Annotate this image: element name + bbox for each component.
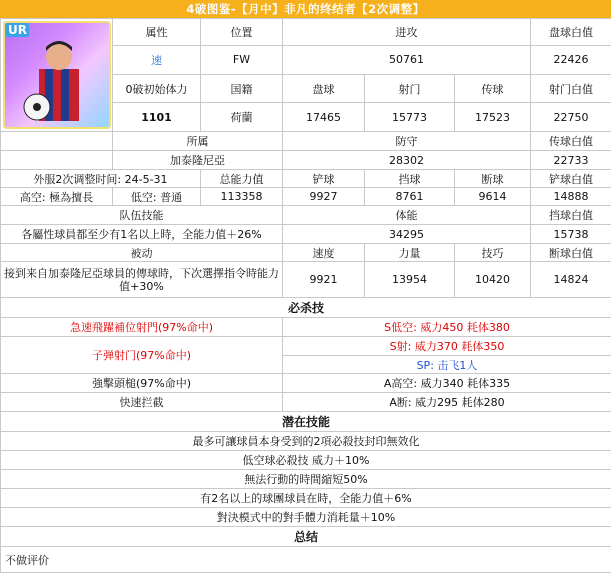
team-skill-label: 队伍技能 (1, 206, 283, 225)
potential-item-3: 無法行動的時間縮短50% (1, 470, 611, 489)
team-value: 加泰隆尼亞 (113, 151, 283, 170)
rarity-badge: UR (6, 23, 29, 37)
body-value: 34295 (283, 225, 531, 244)
shoot-label: 射门 (365, 74, 455, 103)
special-detail-2b: SP: 击飞1人 (283, 356, 611, 374)
summary-header: 总结 (1, 527, 611, 547)
block-label: 挡球 (365, 170, 455, 188)
team-skill-text: 各屬性球員都至少有1名以上時，全能力值＋26% (1, 225, 283, 244)
special-detail-3: A高空: 威力340 耗体335 (283, 374, 611, 393)
attr-label: 属性 (113, 19, 201, 46)
attr-value: 速 (113, 46, 201, 75)
potential-item-2: 低空球必殺技 威力＋10% (1, 451, 611, 470)
dribble-white-value: 22426 (531, 46, 611, 75)
speed-label: 速度 (283, 244, 365, 262)
dribble-white-label: 盘球白值 (531, 19, 611, 46)
page-title: 4破图鉴-【月中】非凡的终结者【2次调整】 (0, 0, 611, 18)
technique-value: 10420 (455, 262, 531, 298)
pass-white-label: 传球白值 (531, 132, 611, 151)
nation-label: 国籍 (201, 74, 283, 103)
intercept-label: 断球 (455, 170, 531, 188)
attack-label: 进攻 (283, 19, 531, 46)
player-card-portrait (3, 21, 111, 129)
potential-item-5: 對決模式中的對手體力消耗量＋10% (1, 508, 611, 527)
stamina-label: 0破初始体力 (113, 74, 201, 103)
special-name-4: 快速拦截 (1, 393, 283, 412)
pass-label: 传球 (455, 74, 531, 103)
dribble-value: 17465 (283, 103, 365, 132)
defense-value: 28302 (283, 151, 531, 170)
updated-date: 外服2次调整时间: 24-5-31 (1, 170, 201, 188)
passive-label: 被动 (1, 244, 283, 262)
player-figure-icon (11, 39, 101, 121)
portrait-spacer (1, 132, 113, 151)
special-detail-1: S低空: 威力450 耗体380 (283, 318, 611, 337)
portrait-spacer-2 (1, 151, 113, 170)
special-header: 必杀技 (1, 298, 611, 318)
summary-text: 不做评价 (1, 547, 611, 573)
block-white-value: 15738 (531, 225, 611, 244)
tackle-white-label: 铲球白值 (531, 170, 611, 188)
nation-value: 荷蘭 (201, 103, 283, 132)
low-air: 低空: 普通 (113, 188, 201, 206)
pos-value: FW (201, 46, 283, 75)
pass-white-value: 22733 (531, 151, 611, 170)
total-label: 总能力值 (201, 170, 283, 188)
special-detail-4: A断: 威力295 耗体280 (283, 393, 611, 412)
technique-label: 技巧 (455, 244, 531, 262)
special-name-3: 強擊頭槌(97%命中) (1, 374, 283, 393)
stats-table (0, 18, 611, 573)
intercept-white-label: 断球白值 (531, 244, 611, 262)
total-value: 113358 (201, 188, 283, 206)
block-white-label: 挡球白值 (531, 206, 611, 225)
body-label: 体能 (283, 206, 531, 225)
special-detail-2: S射: 威力370 耗体350 (283, 337, 611, 356)
high-air: 高空: 極為擅長 (1, 188, 113, 206)
dribble-label: 盘球 (283, 74, 365, 103)
potential-header: 潜在技能 (1, 412, 611, 432)
intercept-value: 9614 (455, 188, 531, 206)
tackle-value: 9927 (283, 188, 365, 206)
block-value: 8761 (365, 188, 455, 206)
shoot-white-label: 射门白值 (531, 74, 611, 103)
passive-text: 接到来自加泰隆尼亞球員的傳球時，下次選擇指令時能力值+30% (1, 262, 283, 298)
defense-label: 防守 (283, 132, 531, 151)
speed-value: 9921 (283, 262, 365, 298)
team-label: 所属 (113, 132, 283, 151)
special-name-1: 急速飛躍補位射門(97%命中) (1, 318, 283, 337)
power-label: 力量 (365, 244, 455, 262)
tackle-white-value: 14888 (531, 188, 611, 206)
special-name-2: 子弹射门(97%命中) (1, 337, 283, 374)
shoot-value: 15773 (365, 103, 455, 132)
tackle-label: 铲球 (283, 170, 365, 188)
portrait-cell (1, 19, 113, 132)
pos-label: 位置 (201, 19, 283, 46)
shoot-white-value: 22750 (531, 103, 611, 132)
potential-item-4: 有2名以上的球團球員在時，全能力值＋6% (1, 489, 611, 508)
intercept-white-value: 14824 (531, 262, 611, 298)
stamina-value: 1101 (113, 103, 201, 132)
power-value: 13954 (365, 262, 455, 298)
pass-value: 17523 (455, 103, 531, 132)
attack-value: 50761 (283, 46, 531, 75)
potential-item-1: 最多可讓球員本身受到的2項必殺技封印無效化 (1, 432, 611, 451)
